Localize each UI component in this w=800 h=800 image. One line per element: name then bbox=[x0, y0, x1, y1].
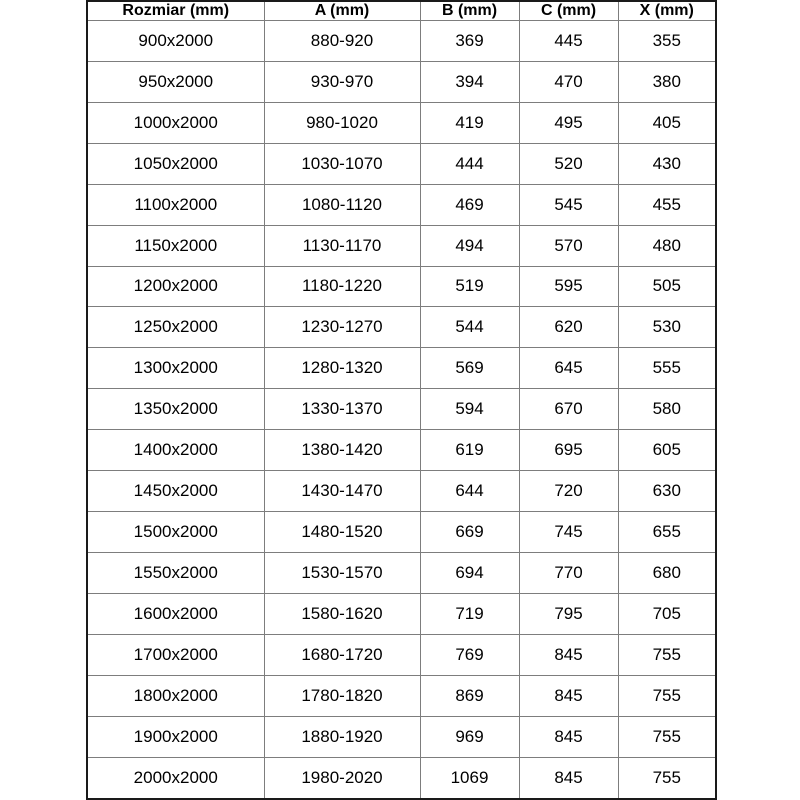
table-cell: 405 bbox=[618, 102, 716, 143]
table-cell: 930-970 bbox=[264, 61, 420, 102]
table-cell: 755 bbox=[618, 716, 716, 757]
table-cell: 394 bbox=[420, 61, 519, 102]
table-cell: 670 bbox=[519, 389, 618, 430]
table-cell: 1900x2000 bbox=[87, 716, 264, 757]
table-cell: 445 bbox=[519, 21, 618, 62]
column-header: A (mm) bbox=[264, 1, 420, 21]
table-cell: 1700x2000 bbox=[87, 634, 264, 675]
table-cell: 1480-1520 bbox=[264, 512, 420, 553]
table-cell: 770 bbox=[519, 552, 618, 593]
table-cell: 1800x2000 bbox=[87, 675, 264, 716]
column-header: Rozmiar (mm) bbox=[87, 1, 264, 21]
table-cell: 1330-1370 bbox=[264, 389, 420, 430]
table-cell: 705 bbox=[618, 593, 716, 634]
table-cell: 1030-1070 bbox=[264, 143, 420, 184]
table-cell: 755 bbox=[618, 757, 716, 799]
table-cell: 1000x2000 bbox=[87, 102, 264, 143]
table-cell: 430 bbox=[618, 143, 716, 184]
table-cell: 1150x2000 bbox=[87, 225, 264, 266]
table-cell: 1130-1170 bbox=[264, 225, 420, 266]
table-cell: 555 bbox=[618, 348, 716, 389]
table-cell: 1580-1620 bbox=[264, 593, 420, 634]
table-cell: 380 bbox=[618, 61, 716, 102]
table-cell: 795 bbox=[519, 593, 618, 634]
table-cell: 570 bbox=[519, 225, 618, 266]
table-cell: 620 bbox=[519, 307, 618, 348]
table-cell: 519 bbox=[420, 266, 519, 307]
table-cell: 1430-1470 bbox=[264, 471, 420, 512]
table-cell: 680 bbox=[618, 552, 716, 593]
table-cell: 644 bbox=[420, 471, 519, 512]
table-cell: 1180-1220 bbox=[264, 266, 420, 307]
table-cell: 1250x2000 bbox=[87, 307, 264, 348]
table-row bbox=[87, 61, 716, 102]
table-cell: 545 bbox=[519, 184, 618, 225]
table-cell: 980-1020 bbox=[264, 102, 420, 143]
table-cell: 669 bbox=[420, 512, 519, 553]
table-cell: 1380-1420 bbox=[264, 430, 420, 471]
column-header: B (mm) bbox=[420, 1, 519, 21]
table-cell: 769 bbox=[420, 634, 519, 675]
table-row bbox=[87, 716, 716, 757]
table-cell: 845 bbox=[519, 634, 618, 675]
table-cell: 694 bbox=[420, 552, 519, 593]
table-cell: 569 bbox=[420, 348, 519, 389]
table-cell: 880-920 bbox=[264, 21, 420, 62]
table-cell: 1550x2000 bbox=[87, 552, 264, 593]
table-cell: 595 bbox=[519, 266, 618, 307]
table-cell: 480 bbox=[618, 225, 716, 266]
table-row bbox=[87, 757, 716, 799]
table-cell: 900x2000 bbox=[87, 21, 264, 62]
table-cell: 1980-2020 bbox=[264, 757, 420, 799]
table-row bbox=[87, 512, 716, 553]
table-cell: 494 bbox=[420, 225, 519, 266]
table-cell: 1600x2000 bbox=[87, 593, 264, 634]
table-cell: 1069 bbox=[420, 757, 519, 799]
table-cell: 455 bbox=[618, 184, 716, 225]
table-cell: 355 bbox=[618, 21, 716, 62]
table-row bbox=[87, 21, 716, 62]
table-cell: 1230-1270 bbox=[264, 307, 420, 348]
table-cell: 594 bbox=[420, 389, 519, 430]
table-cell: 1500x2000 bbox=[87, 512, 264, 553]
table-body bbox=[87, 21, 716, 800]
table-cell: 470 bbox=[519, 61, 618, 102]
table-cell: 950x2000 bbox=[87, 61, 264, 102]
table-cell: 469 bbox=[420, 184, 519, 225]
table-row bbox=[87, 593, 716, 634]
table-row bbox=[87, 184, 716, 225]
table-cell: 645 bbox=[519, 348, 618, 389]
table-cell: 1780-1820 bbox=[264, 675, 420, 716]
table-cell: 1450x2000 bbox=[87, 471, 264, 512]
table-cell: 969 bbox=[420, 716, 519, 757]
table-row bbox=[87, 552, 716, 593]
table-cell: 419 bbox=[420, 102, 519, 143]
table-cell: 1530-1570 bbox=[264, 552, 420, 593]
table-row bbox=[87, 348, 716, 389]
table-cell: 1880-1920 bbox=[264, 716, 420, 757]
table-row bbox=[87, 225, 716, 266]
table-cell: 1100x2000 bbox=[87, 184, 264, 225]
table-row bbox=[87, 675, 716, 716]
table-cell: 520 bbox=[519, 143, 618, 184]
table-cell: 530 bbox=[618, 307, 716, 348]
table-cell: 1680-1720 bbox=[264, 634, 420, 675]
table-cell: 695 bbox=[519, 430, 618, 471]
table-cell: 755 bbox=[618, 675, 716, 716]
table-cell: 369 bbox=[420, 21, 519, 62]
table-cell: 720 bbox=[519, 471, 618, 512]
table-cell: 1300x2000 bbox=[87, 348, 264, 389]
table-cell: 845 bbox=[519, 675, 618, 716]
table-cell: 845 bbox=[519, 716, 618, 757]
column-header: X (mm) bbox=[618, 1, 716, 21]
table-cell: 1200x2000 bbox=[87, 266, 264, 307]
table-cell: 655 bbox=[618, 512, 716, 553]
table-row bbox=[87, 634, 716, 675]
table-cell: 1050x2000 bbox=[87, 143, 264, 184]
table-cell: 495 bbox=[519, 102, 618, 143]
table-cell: 1080-1120 bbox=[264, 184, 420, 225]
table-cell: 1350x2000 bbox=[87, 389, 264, 430]
shower-door-size-table bbox=[86, 0, 717, 800]
table-cell: 605 bbox=[618, 430, 716, 471]
table-cell: 1400x2000 bbox=[87, 430, 264, 471]
table-row bbox=[87, 389, 716, 430]
table-row bbox=[87, 102, 716, 143]
column-header: C (mm) bbox=[519, 1, 618, 21]
table-cell: 745 bbox=[519, 512, 618, 553]
table-row bbox=[87, 430, 716, 471]
table-row bbox=[87, 266, 716, 307]
table-cell: 619 bbox=[420, 430, 519, 471]
table-cell: 544 bbox=[420, 307, 519, 348]
table-cell: 505 bbox=[618, 266, 716, 307]
table-cell: 1280-1320 bbox=[264, 348, 420, 389]
table-cell: 869 bbox=[420, 675, 519, 716]
table-row bbox=[87, 143, 716, 184]
table-cell: 444 bbox=[420, 143, 519, 184]
table-cell: 845 bbox=[519, 757, 618, 799]
table-cell: 719 bbox=[420, 593, 519, 634]
table-cell: 630 bbox=[618, 471, 716, 512]
table-row bbox=[87, 471, 716, 512]
table-cell: 2000x2000 bbox=[87, 757, 264, 799]
table-cell: 755 bbox=[618, 634, 716, 675]
table-row bbox=[87, 307, 716, 348]
table-cell: 580 bbox=[618, 389, 716, 430]
header-row bbox=[87, 1, 716, 21]
